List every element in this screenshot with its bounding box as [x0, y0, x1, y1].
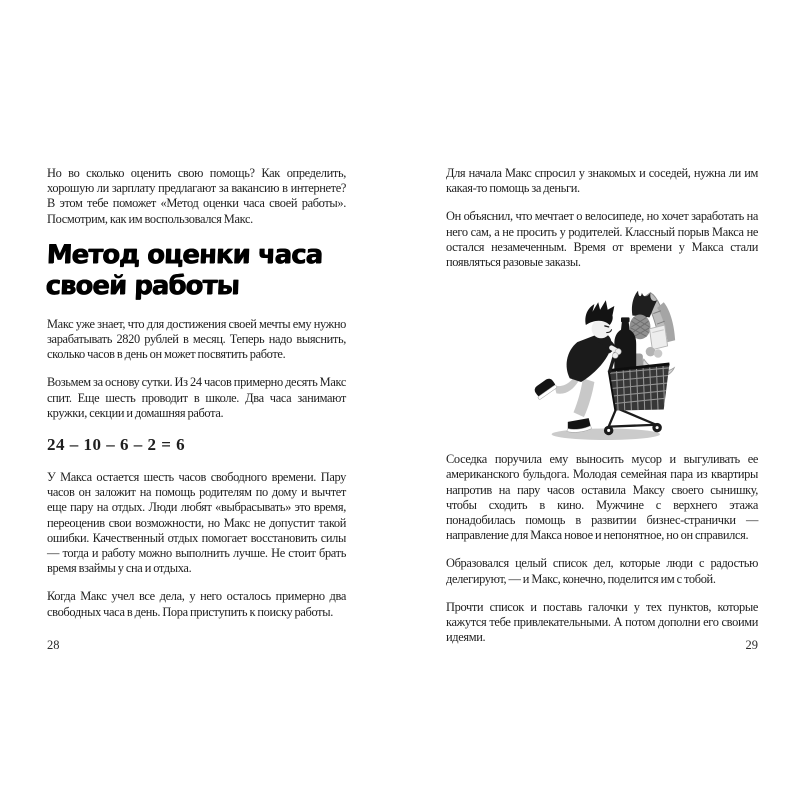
closed-eye — [605, 326, 609, 327]
paragraph-asking-neighbors: Для начала Макс спросил у знакомых и соседей, нужна ли им какая-то помощь за деньги. — [446, 166, 758, 196]
chapter-heading: Метод оценки часа своей работы — [44, 239, 323, 301]
cart-frame — [609, 409, 657, 427]
boy — [532, 301, 621, 433]
paragraph-free-time: У Макса остается шесть часов свободного времени. Пару часов он заложит на помощь родителям по дому и вычтет еще пару на отдых. Люди любят «выбрасывать» это время, переоценив свои возможности, но Макс не допустит такой ошибки. Качественный отдых помогает восстановить силы — тогда и работу можно выполнить лучше. Не стоит брать время взаймы у сна и отдыха. — [47, 470, 346, 576]
page-number-left: 28 — [47, 638, 60, 652]
paragraph-two-hours: Когда Макс учел все дела, у него осталось примерно два свободных часа в день. Пора приступить к поиску работы. — [47, 589, 346, 619]
intro-paragraph: Но во сколько оценить свою помощь? Как определить, хорошую ли зарплату предлагают за вакансию в интернете? В этом тебе поможет «Метод оценки часа своей работы». Посмотрим, как им воспользовался Макс. — [47, 166, 346, 226]
paragraph-neighbor-tasks: Соседка поручила ему выносить мусор и выгуливать ее американского бульдога. Молодая семейная пара из квартиры напротив на пару часов оставила Максу своего сынишку, чтобы сходить в кино. Мужчине с верхнего этажа понадобилась помощь в развитии бизнес-странички — направление для Макса новое и непонятное, но он справился. — [446, 452, 758, 543]
paragraph-bicycle-dream: Он объяснил, что мечтает о велосипеде, но хочет заработать на него сам, а не просить у родителей. Классный порыв Макса не остался незамеченным. Время от времени у Макса стали появляться разовые заказы. — [446, 209, 758, 270]
front-leg — [574, 378, 595, 417]
page-number-right: 29 — [745, 638, 758, 652]
right-page — [446, 166, 758, 658]
paragraph-day-basis: Возьмем за основу сутки. Из 24 часов примерно десять Макс спит. Еще шесть проводит в школе. Два часа занимают кружки, секции и домашняя работа. — [47, 375, 346, 420]
boy-pushing-grocery-cart-illustration — [526, 283, 678, 443]
paragraph-earnings: Макс уже знает, что для достижения своей мечты ему нужно зарабатывать 2820 рублей в месяц. Теперь надо выяснить, сколько часов в день он может посвятить работе. — [47, 316, 346, 362]
paper-pack — [650, 325, 668, 350]
paragraph-checklist-instruction: Прочти список и поставь галочки у тех пунктов, которые кажутся тебе привлекательными. А потом дополни его своими идеями. — [446, 599, 758, 645]
paragraph-task-list: Образовался целый список дел, которые люди с радостью делегируют, — и Макс, конечно, поделится им с тобой. — [446, 556, 758, 586]
fruit — [646, 347, 656, 357]
left-page — [44, 166, 346, 633]
time-formula: 24 – 10 – 6 – 2 = 6 — [47, 435, 186, 455]
